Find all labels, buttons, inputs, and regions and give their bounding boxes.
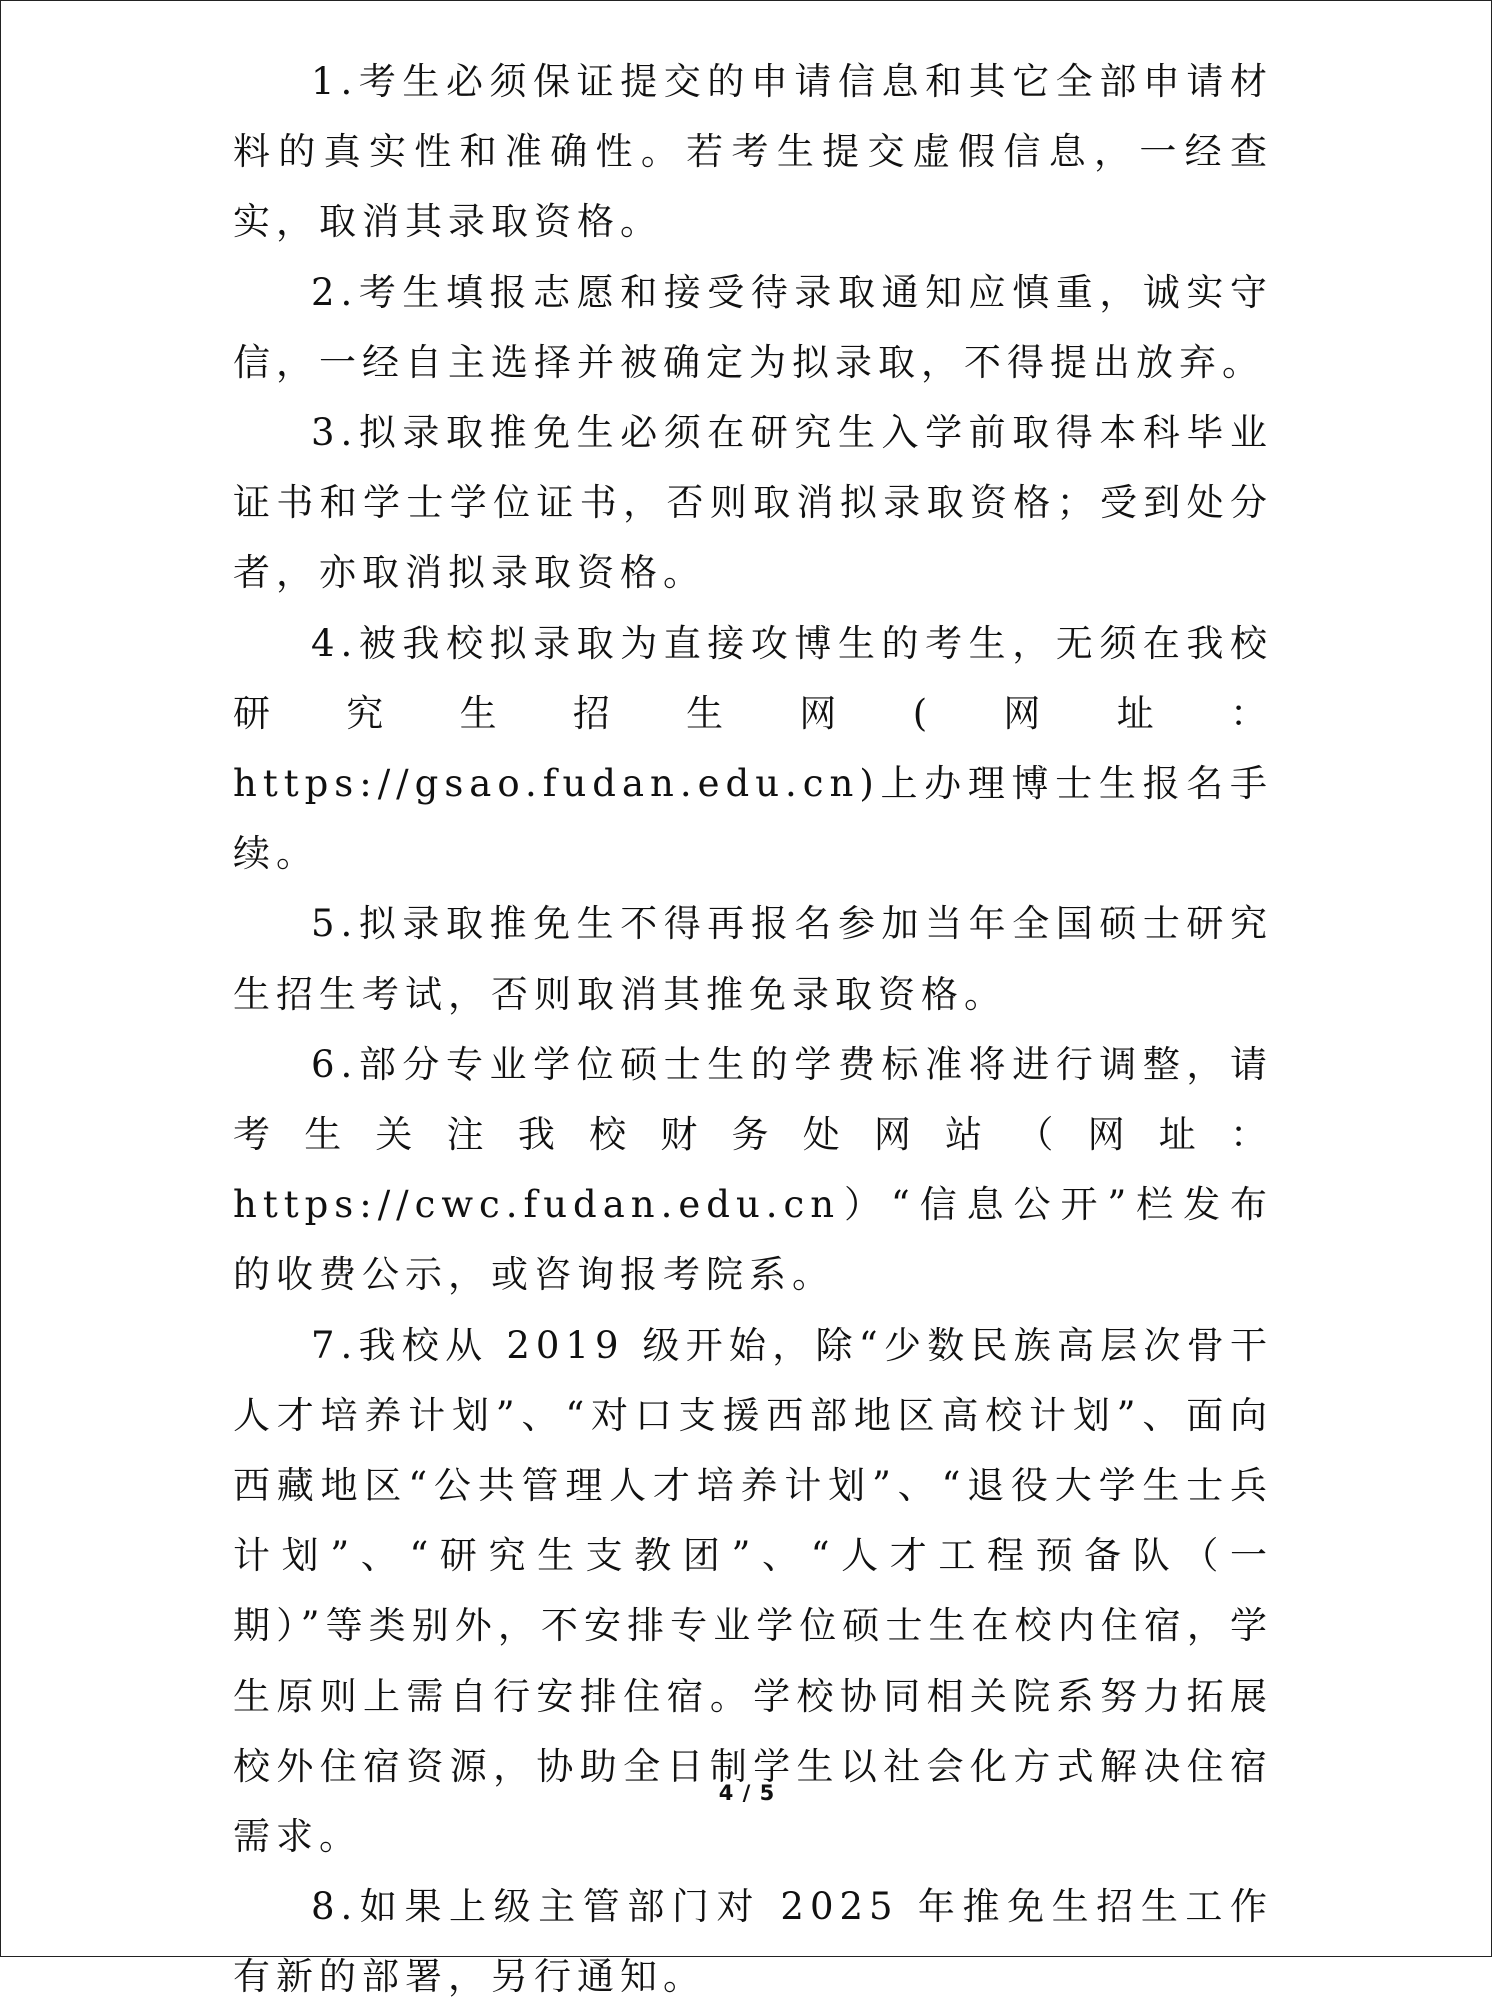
page-number: 4 / 5	[718, 1781, 776, 1805]
paragraph-item-8: 8.如果上级主管部门对 2025 年推免生招生工作有新的部署，另行通知。	[233, 1885, 1273, 1999]
paragraph-item-3: 3.拟录取推免生必须在研究生入学前取得本科毕业证书和学士学位证书，否则取消拟录取资格；受到处分者，亦取消拟录取资格。	[233, 411, 1273, 595]
paragraph-item-4: 4.被我校拟录取为直接攻博生的考生，无须在我校研究生招生网(网址：https://gsao.fudan.edu.cn)上办理博士生报名手续。	[233, 621, 1273, 876]
paragraph-item-5: 5.拟录取推免生不得再报名参加当年全国硕士研究生招生考试，否则取消其推免录取资格。	[233, 902, 1273, 1016]
paragraph-item-2: 2.考生填报志愿和接受待录取通知应慎重，诚实守信，一经自主选择并被确定为拟录取，不得提出放弃。	[233, 270, 1273, 384]
paragraph-item-7: 7.我校从 2019 级开始，除“少数民族高层次骨干人才培养计划”、“对口支援西部地区高校计划”、面向西藏地区“公共管理人才培养计划”、“退役大学生士兵计划”、“研究生支教团”、“人才工程预备队（一期）”等类别外，不安排专业学位硕士生在校内住宿，学生原则上需自行安排住宿。学校协同相关院系努力拓展校外住宿资源，协助全日制学生以社会化方式解决住宿需求。	[233, 1323, 1273, 1859]
paragraph-item-6: 6.部分专业学位硕士生的学费标准将进行调整，请考生关注我校财务处网站（网址：https://cwc.fudan.edu.cn）“信息公开”栏发布的收费公示，或咨询报考院系。	[233, 1042, 1273, 1297]
paragraph-item-1: 1.考生必须保证提交的申请信息和其它全部申请材料的真实性和准确性。若考生提交虚假信息，一经查实，取消其录取资格。	[233, 60, 1273, 244]
document-body	[233, 47, 1273, 2013]
